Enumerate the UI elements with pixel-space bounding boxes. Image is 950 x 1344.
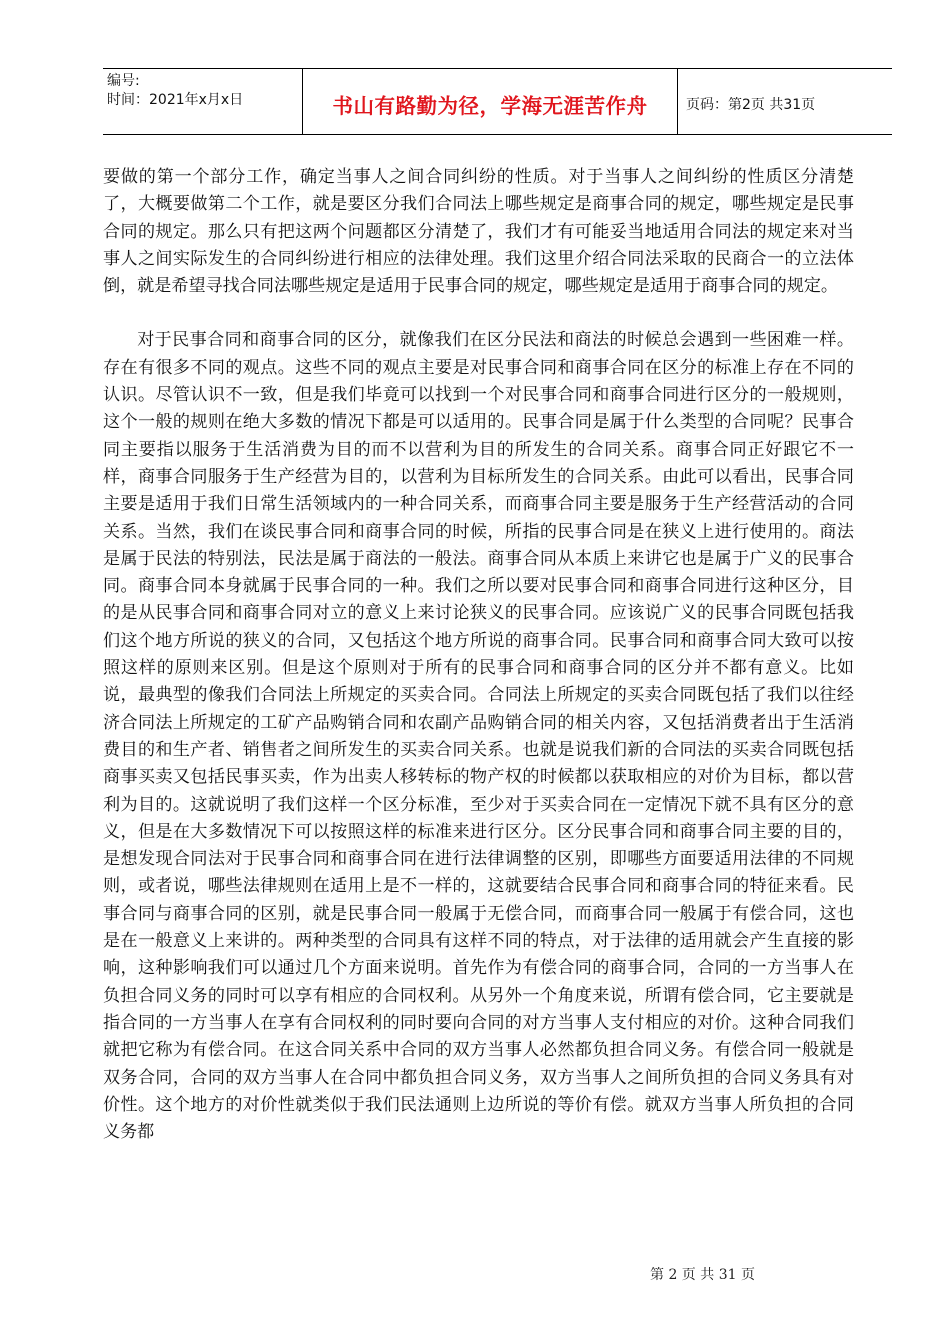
body-paragraph-1: 要做的第一个部分工作，确定当事人之间合同纠纷的性质。对于当事人之间纠纷的性质区分清楚了，大概要做第二个工作，就是要区分我们合同法上哪些规定是商事合同的规定，哪些规定是民事合同的规定。那么只有把这两个问题都区分清楚了，我们才有可能妥当地适用合同法的规定来对当事人之间实际发生的合同纠纷进行相应的法律处理。我们这里介绍合同法采取的民商合一的立法体倒，就是希望寻找合同法哪些规定是适用于民事合同的规定，哪些规定是适用于商事合同的规定。 bbox=[103, 167, 854, 297]
header-motto: 书山有路勤为径，学海无涯苦作舟 bbox=[332, 93, 648, 118]
body-paragraph-2: 对于民事合同和商事合同的区分，就像我们在区分民法和商法的时候总会遇到一些困难一样。存在有很多不同的观点。这些不同的观点主要是对民事合同和商事合同在区分的标准上存在不同的认识。尽管认识不一致，但是我们毕竟可以找到一个对民事合同和商事合同进行区分的一般规则，这个一般的规则在绝大多数的情况下都是可以适用的。民事合同是属于什么类型的合同呢？民事合同主要指以服务于生活消费为目的而不以营利为目的所发生的合同关系。商事合同正好跟它不一样，商事合同服务于生产经营为目的，以营利为目标所发生的合同关系。由此可以看出，民事合同主要是适用于我们日常生活领域内的一种合同关系，而商事合同主要是服务于生产经营活动的合同关系。当然，我们在谈民事合同和商事合同的时候，所指的民事合同是在狭义上进行使用的。商法是属于民法的特别法，民法是属于商法的一般法。商事合同从本质上来讲它也是属于广义的民事合同。商事合同本身就属于民事合同的一种。我们之所以要对民事合同和商事合同进行这种区分，目的是从民事合同和商事合同对立的意义上来讨论狭义的民事合同。应该说广义的民事合同既包括我们这个地方所说的狭义的合同，又包括这个地方所说的商事合同。民事合同和商事合同大致可以按照这样的原则来区别。但是这个原则对于所有的民事合同和商事合同的区分并不都有意义。比如说，最典型的像我们合同法上所规定的买卖合同。合同法上所规定的买卖合同既包括了我们以往经济合同法上所规定的工矿产品购销合同和农副产品购销合同的相关内容，又包括消费者出于生活消费目的和生产者、销售者之间所发生的买卖合同关系。也就是说我们新的合同法的买卖合同既包括商事买卖又包括民事买卖，作为出卖人移转标的物产权的时候都以获取相应的对价为目标，都以营利为目的。这就说明了我们这样一个区分标准，至少对于买卖合同在一定情况下就不具有区分的意义，但是在大多数情况下可以按照这样的标准来进行区分。区分民事合同和商事合同主要的目的，是想发现合同法对于民事合同和商事合同在进行法律调整的区别，即哪些方面要适用法律的不同规则，或者说，哪些法律规则在适用上是不一样的，这就要结合民事合同和商事合同的特征来看。民事合同与商事合同的区别，就是民事合同一般属于无偿合同，而商事合同一般属于有偿合同，这也是在一般意义上来讲的。两种类型的合同具有这样不同的特点，对于法律的适用就会产生直接的影响，这种影响我们可以通过几个方面来说明。首先作为有偿合同的商事合同，合同的一方当事人在负担合同义务的同时可以享有相应的合同权利。从另外一个角度来说，所谓有偿合同，它主要就是指合同的一方当事人在享有合同权利的同时要向合同的对方当事人支付相应的对价。这种合同我们就把它称为有偿合同。在这合同关系中合同的双方当事人必然都负担合同义务。有偿合同一般就是双务合同，合同的双方当事人在合同中都负担合同义务，双方当事人之间所负担的合同义务具有对价性。这个地方的对价性就类似于我们民法通则上边所说的等价有偿。就双方当事人所负担的合同义务都 bbox=[103, 330, 854, 1143]
header-motto-cell bbox=[303, 69, 678, 134]
header-page-info: 页码：第2页 共31页 bbox=[686, 96, 816, 113]
document-time-label: 时间：2021年x月x日 bbox=[107, 92, 244, 108]
document-body bbox=[103, 164, 854, 1146]
header-meta-cell bbox=[103, 69, 303, 134]
header-page-cell bbox=[678, 69, 892, 134]
document-number-label: 编号: bbox=[107, 73, 140, 89]
page-header bbox=[103, 68, 892, 135]
page-footer: 第 2 页 共 31 页 bbox=[650, 1267, 755, 1283]
